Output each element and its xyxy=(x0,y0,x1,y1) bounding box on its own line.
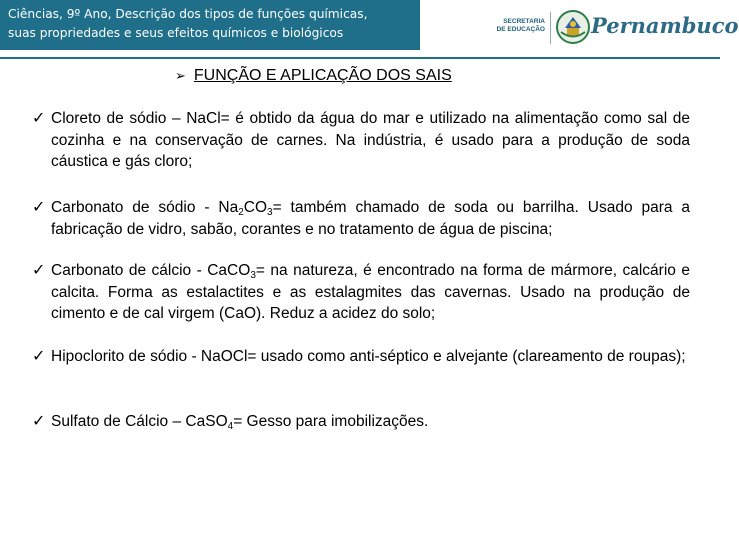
checkmark-icon: ✓ xyxy=(32,413,46,430)
header-title-line1: Ciências, 9º Ano, Descrição dos tipos de funções químicas, xyxy=(8,7,368,21)
header-title-line2: suas propriedades e seus efeitos químicos e biológicos xyxy=(8,26,344,40)
header-rule xyxy=(0,57,720,59)
header-band xyxy=(0,0,420,50)
secretaria-logo-text xyxy=(490,18,545,34)
checkmark-icon: ✓ xyxy=(32,348,46,365)
list-item-text: Carbonato de cálcio - CaCO$_3$= na natureza, é encontrado na forma de mármore, calcário e calcita. Forma as estalactites e as estalagmites das cavernas. Usado na produção de cimento e de cal virgem (CaO). Reduz a acidez do solo; xyxy=(51,262,690,322)
list-item-text: Sulfato de Cálcio – CaSO$_4$= Gesso para imobilizações. xyxy=(51,413,429,432)
pernambuco-seal-icon xyxy=(556,10,590,44)
checkmark-icon: ✓ xyxy=(32,262,46,279)
list-item-text: Carbonato de sódio - $Na_2CO_3=$ também chamado de soda ou barrilha. Usado para a fabricação de vidro, sabão, corantes e no tratamento de água de piscina; xyxy=(51,199,690,238)
header-title xyxy=(8,5,416,43)
secretaria-line1: SECRETARIA xyxy=(503,18,545,25)
logos xyxy=(490,6,739,50)
secretaria-line2: DE EDUCAÇÃO xyxy=(496,26,545,33)
arrow-bullet-icon: ➢ xyxy=(175,68,186,83)
logo-divider xyxy=(550,12,551,44)
section-heading xyxy=(175,66,452,86)
checkmark-icon: ✓ xyxy=(32,110,46,127)
pernambuco-logo: Pernambuco xyxy=(591,13,739,38)
section-heading-text: FUNÇÃO E APLICAÇÃO DOS SAIS xyxy=(193,67,452,84)
header xyxy=(0,0,739,59)
list-item-text: Hipoclorito de sódio - NaOCl= usado como anti-séptico e alvejante (clareamento de roupas); xyxy=(51,348,686,365)
checkmark-icon: ✓ xyxy=(32,199,46,216)
list-item-text: Cloreto de sódio – NaCl= é obtido da água do mar e utilizado na alimentação como sal de cozinha e na conservação de carnes. Na indústria, é usado para a produção de soda cáustica e gás cloro; xyxy=(51,110,690,170)
